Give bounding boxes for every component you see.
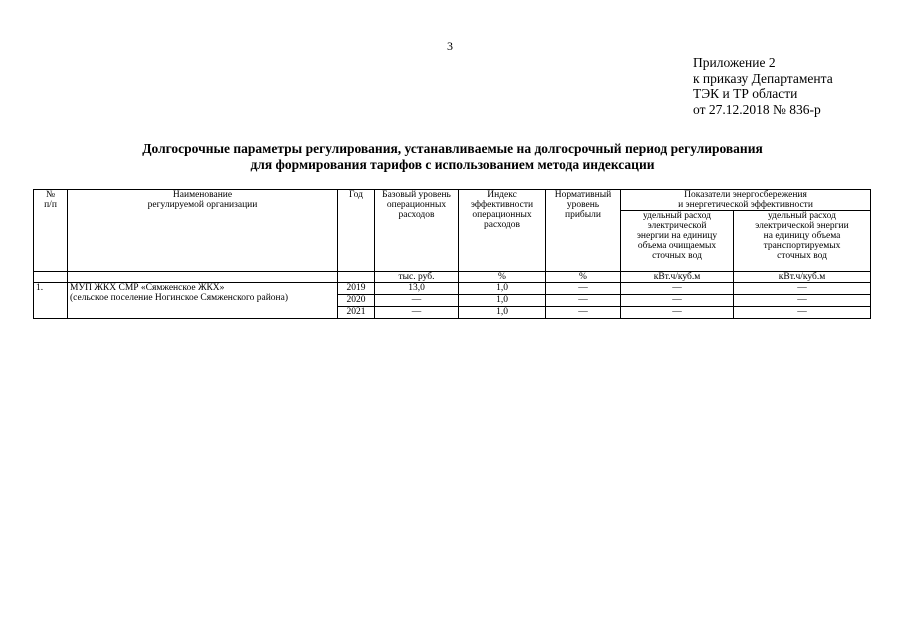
document-title <box>0 141 905 173</box>
cell-profit-level: — <box>546 295 621 307</box>
header-base-level: Базовый уровень операционных расходов <box>375 190 459 272</box>
cell-energy-transported: — <box>734 295 871 307</box>
cell-year: 2020 <box>338 295 375 307</box>
units-empty <box>68 272 338 283</box>
unit-profit-level: % <box>546 272 621 283</box>
units-empty <box>34 272 68 283</box>
cell-year: 2019 <box>338 283 375 295</box>
header-num: № п/п <box>34 190 68 272</box>
units-empty <box>338 272 375 283</box>
table-row <box>34 283 871 295</box>
appendix-line: Приложение 2 <box>693 55 776 70</box>
page-number: 3 <box>447 39 453 53</box>
cell-base-level: — <box>375 307 459 319</box>
cell-efficiency-index: 1,0 <box>459 307 546 319</box>
cell-energy-treated: — <box>621 307 734 319</box>
header-energy-treated: удельный расход электрической энергии на единицу объема очищаемых сточных вод <box>621 211 734 272</box>
cell-num: 1. <box>34 283 68 319</box>
parameters-table <box>33 189 871 319</box>
appendix-note <box>693 55 833 117</box>
header-efficiency-index: Индекс эффективности операционных расходов <box>459 190 546 272</box>
unit-base-level: тыс. руб. <box>375 272 459 283</box>
cell-year: 2021 <box>338 307 375 319</box>
cell-energy-treated: — <box>621 295 734 307</box>
unit-energy-transported: кВт.ч/куб.м <box>734 272 871 283</box>
cell-efficiency-index: 1,0 <box>459 295 546 307</box>
appendix-line: от 27.12.2018 № 836-р <box>693 101 821 117</box>
header-energy-group: Показатели энергосбережения и энергетической эффективности <box>621 190 871 211</box>
unit-efficiency-index: % <box>459 272 546 283</box>
cell-base-level: — <box>375 295 459 307</box>
title-line: Долгосрочные параметры регулирования, устанавливаемые на долгосрочный период регулирования <box>142 141 763 156</box>
appendix-line: к приказу Департамента <box>693 70 833 86</box>
cell-profit-level: — <box>546 307 621 319</box>
cell-energy-transported: — <box>734 283 871 295</box>
cell-profit-level: — <box>546 283 621 295</box>
cell-efficiency-index: 1,0 <box>459 283 546 295</box>
cell-organization: МУП ЖКХ СМР «Сямженское ЖКХ» (сельское поселение Ногинское Сямженского района) <box>68 283 338 319</box>
header-energy-transported: удельный расход электрической энергии на единицу объема транспортируемых сточных вод <box>734 211 871 272</box>
header-organization: Наименование регулируемой организации <box>68 190 338 272</box>
unit-energy-treated: кВт.ч/куб.м <box>621 272 734 283</box>
header-profit-level: Нормативный уровень прибыли <box>546 190 621 272</box>
appendix-line: ТЭК и ТР области <box>693 86 798 101</box>
header-year: Год <box>338 190 375 272</box>
cell-energy-transported: — <box>734 307 871 319</box>
cell-energy-treated: — <box>621 283 734 295</box>
cell-base-level: 13,0 <box>375 283 459 295</box>
title-line: для формирования тарифов с использованием метода индексации <box>250 157 655 172</box>
